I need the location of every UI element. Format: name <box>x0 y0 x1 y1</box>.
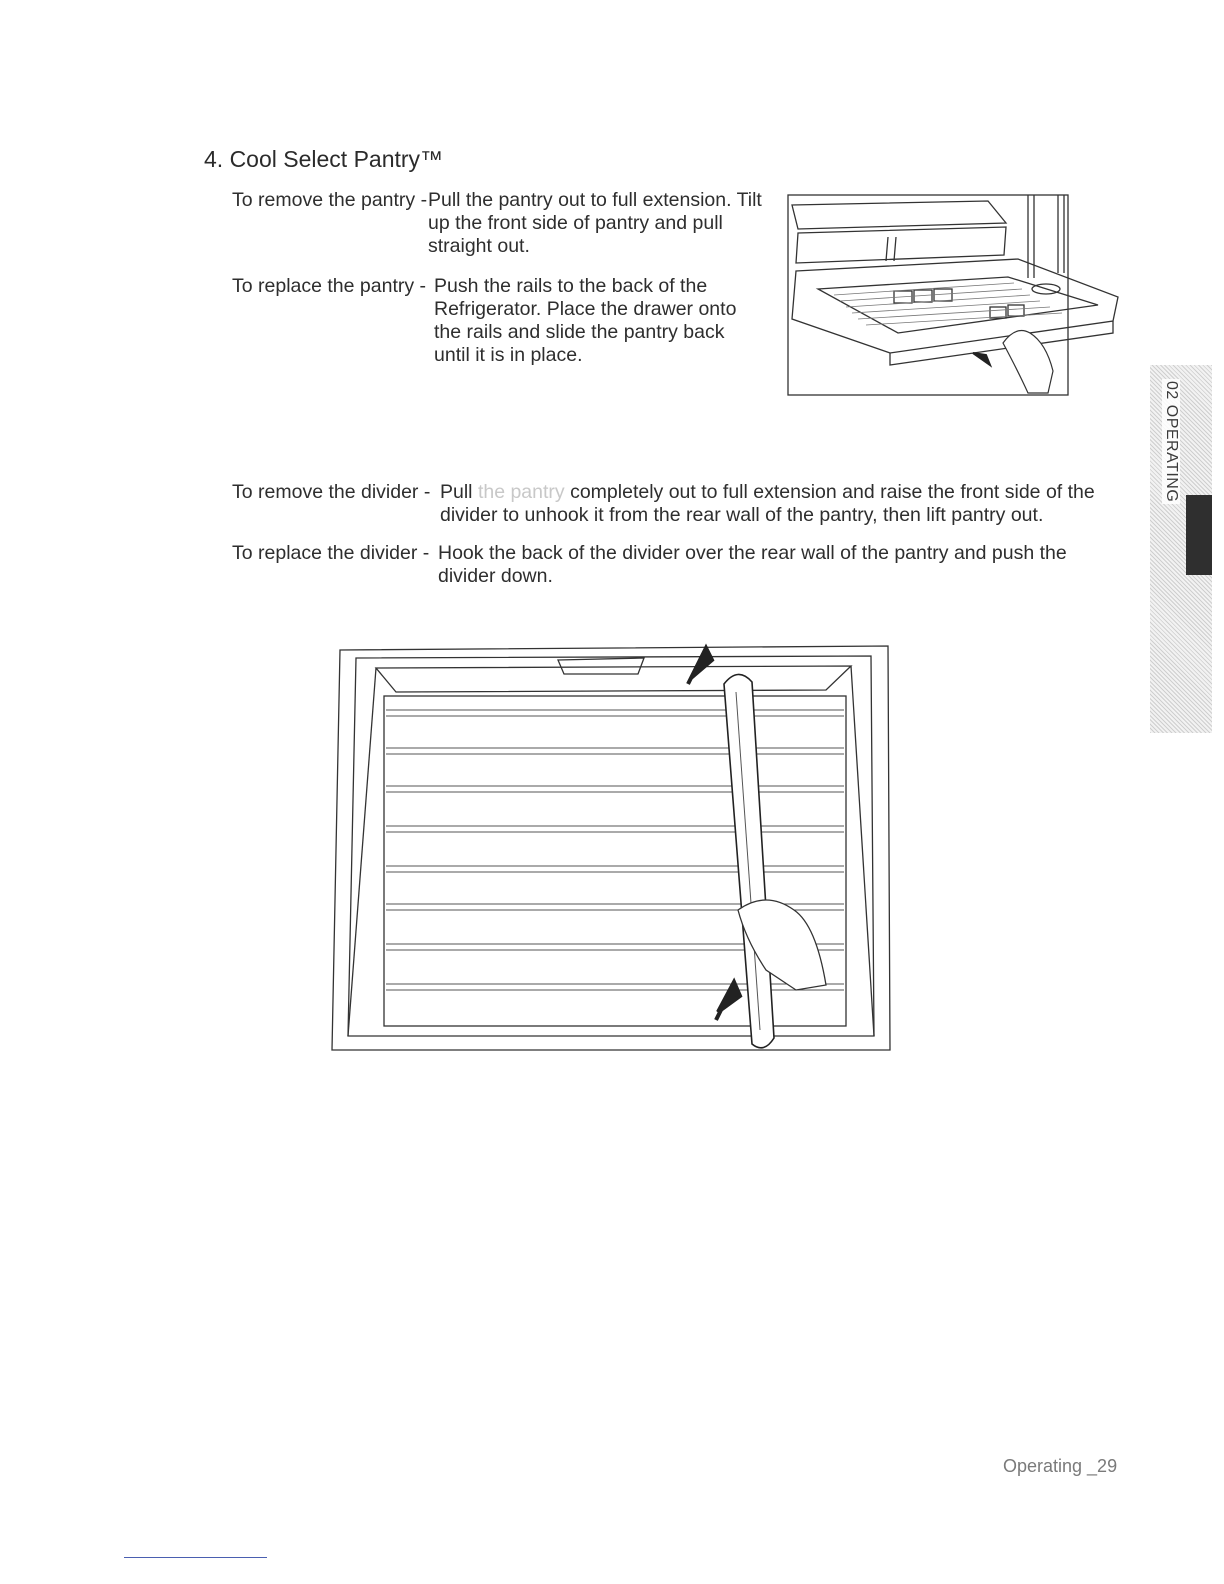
remove-divider-label: To remove the divider - <box>232 481 431 503</box>
replace-pantry-label: To replace the pantry - <box>232 275 427 297</box>
divider-illustration <box>326 640 896 1060</box>
remove-pantry-label: To remove the pantry - <box>232 189 428 211</box>
pantry-outline <box>332 646 890 1050</box>
remove-pantry-text: Pull the pantry out to full extension. Tilt up the front side of pantry and pull straight out. <box>428 189 762 257</box>
section-heading: 4. Cool Select Pantry™ <box>204 146 444 172</box>
side-tab-label: 02 OPERATING <box>1163 381 1180 503</box>
replace-divider-text: Hook the back of the divider over the rear wall of the pantry and push the divider down. <box>438 542 1067 587</box>
double-arrow-icon <box>716 982 740 1020</box>
remove-divider-text: Pull the pantry completely out to full extension and raise the front side of the divider to unhook it from the rear wall of the pantry, then lift pantry out. <box>440 481 1095 526</box>
side-tab-marker <box>1186 495 1212 575</box>
replace-pantry-text: Push the rails to the back of the Refrigerator. Place the drawer onto the rails and slide the pantry back until it is in place. <box>434 275 737 366</box>
footer-divider <box>124 1557 267 1558</box>
side-tab <box>1150 365 1212 733</box>
arrow-down-right-icon <box>973 353 990 365</box>
page-footer: Operating _29 <box>1003 1456 1118 1476</box>
hand-illustration <box>1003 331 1053 393</box>
pantry-illustration <box>778 193 1123 405</box>
replace-divider-label: To replace the divider - <box>232 542 430 564</box>
